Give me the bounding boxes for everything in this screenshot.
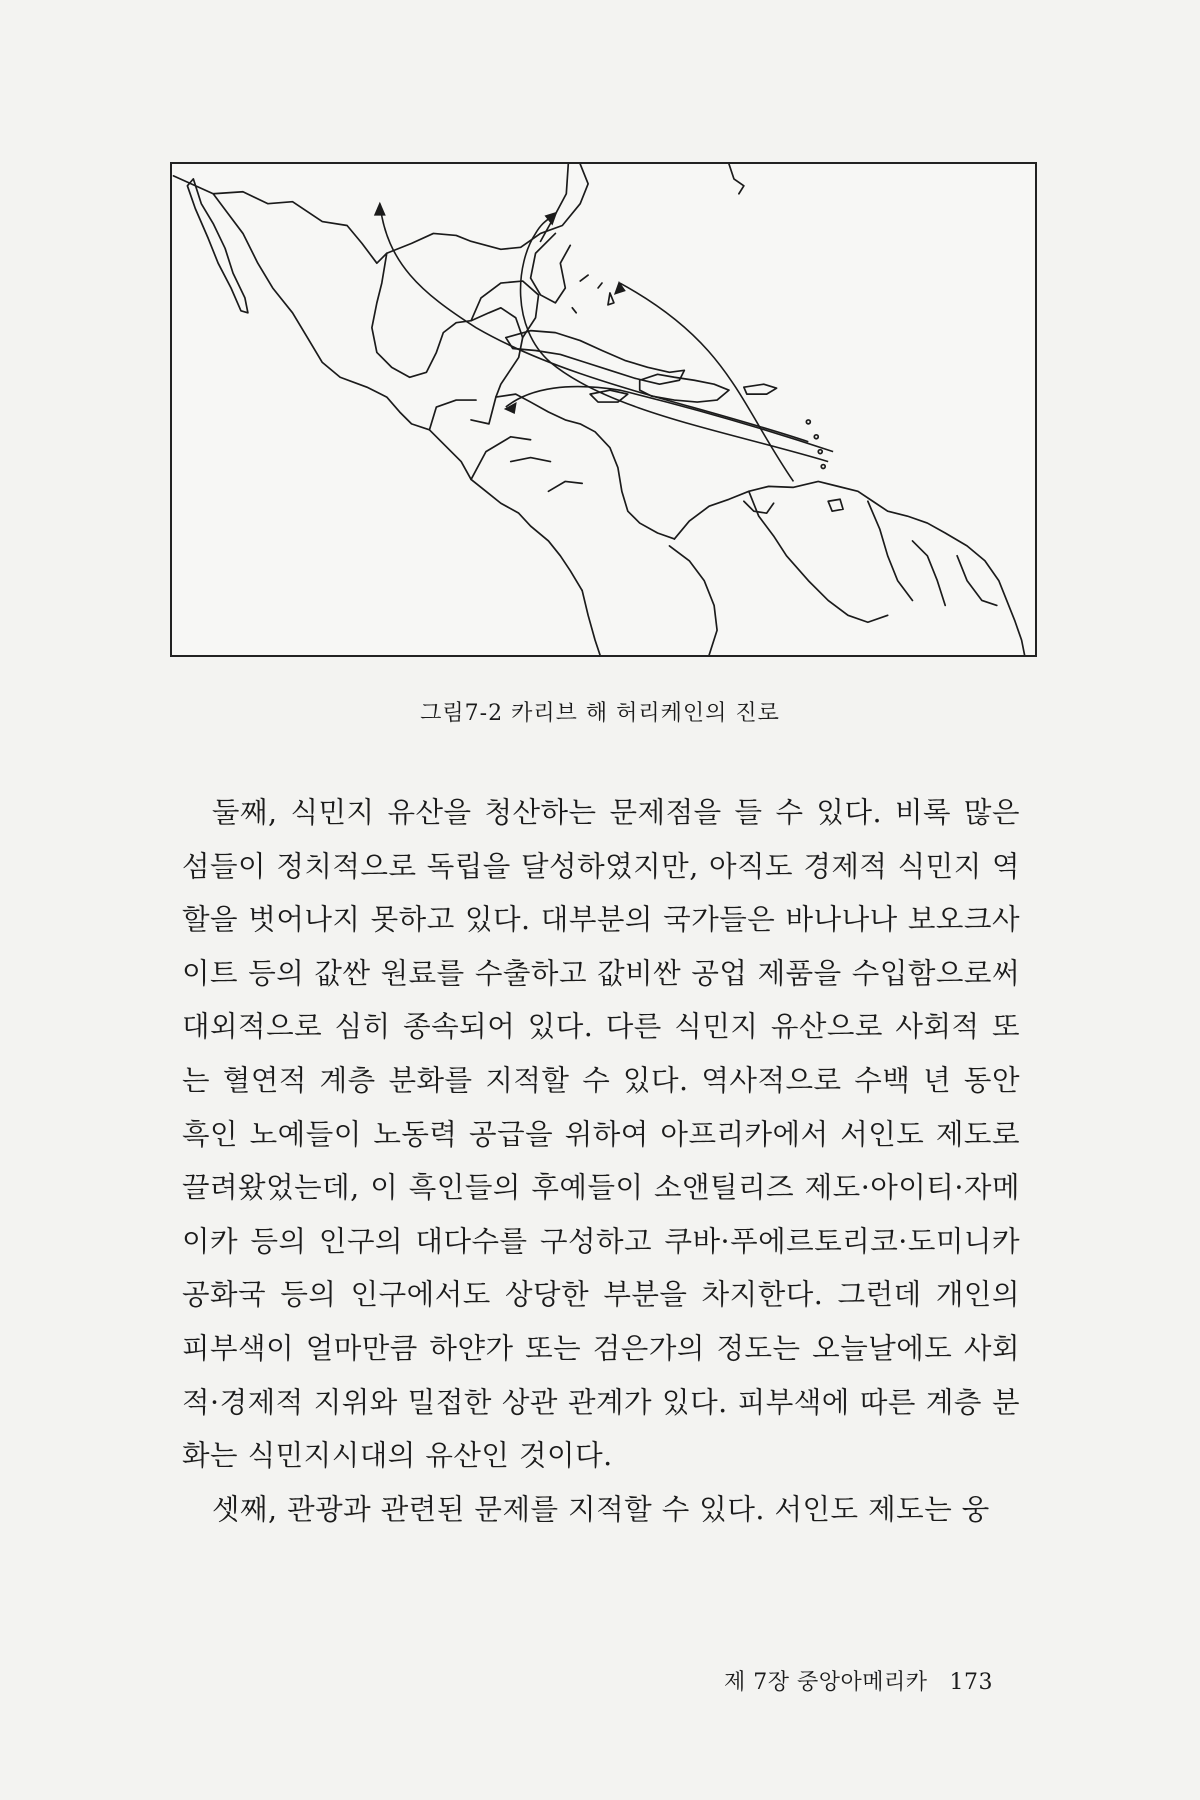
north-edge-river <box>729 164 744 194</box>
arrowhead <box>544 212 557 226</box>
gulf-coast-mexico <box>372 253 523 397</box>
lesser-antilles-dot <box>818 450 822 454</box>
page-footer <box>724 1665 993 1696</box>
south-america-coastline <box>582 481 1024 655</box>
paragraph: 둘째, 식민지 유산을 청산하는 문제점을 들 수 있다. 비록 많은 섬들이 정치적으로 독립을 달성하였지만, 아직도 경제적 식민지 역할을 벗어나지 못하고 있다. 대부분의 국가들은 바나나나 보오크사이트 등의 값싼 원료를 수출하고 값비싼 공업 제품을 수입함으로써 대외적으로 심히 종속되어 있다. 다른 식민지 유산으로 사회적 또는 혈연적 계층 분화를 지적할 수 있다. 역사적으로 수백 년 동안 흑인 노예들이 노동력 공급을 위하여 아프리카에서 서인도 제도로 끌려왔었는데, 이 흑인들의 후예들이 소앤틸리즈 제도·아이티·자메이카 등의 인구의 대다수를 구성하고 쿠바·푸에르토리코·도미니카 공화국 등의 인구에서도 상당한 부분을 차지한다. 그런데 개인의 피부색이 얼마만큼 하얀가 또는 검은가의 정도는 오늘날에도 사회적·경제적 지위와 밀접한 상관 관계가 있다. 피부색에 따른 계층 분화는 식민지시대의 유산인 것이다. <box>182 796 1020 1473</box>
puerto-rico-island <box>744 384 777 394</box>
bahamas-islands <box>572 275 614 313</box>
chapter-title: 제 7장 중앙아메리카 <box>724 1670 928 1695</box>
arrowhead <box>614 281 626 295</box>
trinidad-island <box>828 499 843 511</box>
body-text <box>182 786 1020 1536</box>
hurricane-track-to-gulf <box>380 204 809 442</box>
cuba-island <box>506 331 685 385</box>
hurricane-track-to-central-america <box>506 387 833 452</box>
south-america-borders <box>669 491 996 655</box>
lesser-antilles-dot <box>821 465 825 469</box>
lake-maracaibo <box>744 501 774 513</box>
page-number: 173 <box>949 1670 993 1695</box>
paragraph: 셋째, 관광과 관련된 문제를 지적할 수 있다. 서인도 제도는 웅 <box>211 1492 990 1526</box>
central-america-borders <box>429 397 582 491</box>
figure-caption: 그림7-2 카리브 해 허리케인의 진로 <box>420 701 780 726</box>
yucatan-peninsula <box>471 281 538 338</box>
lesser-antilles-dot <box>806 420 810 424</box>
caribbean-map-drawing <box>172 164 1035 655</box>
arrowhead <box>374 202 386 216</box>
hurricane-path-map <box>170 162 1037 657</box>
florida-coastline <box>531 164 571 303</box>
lesser-antilles-dot <box>814 435 818 439</box>
